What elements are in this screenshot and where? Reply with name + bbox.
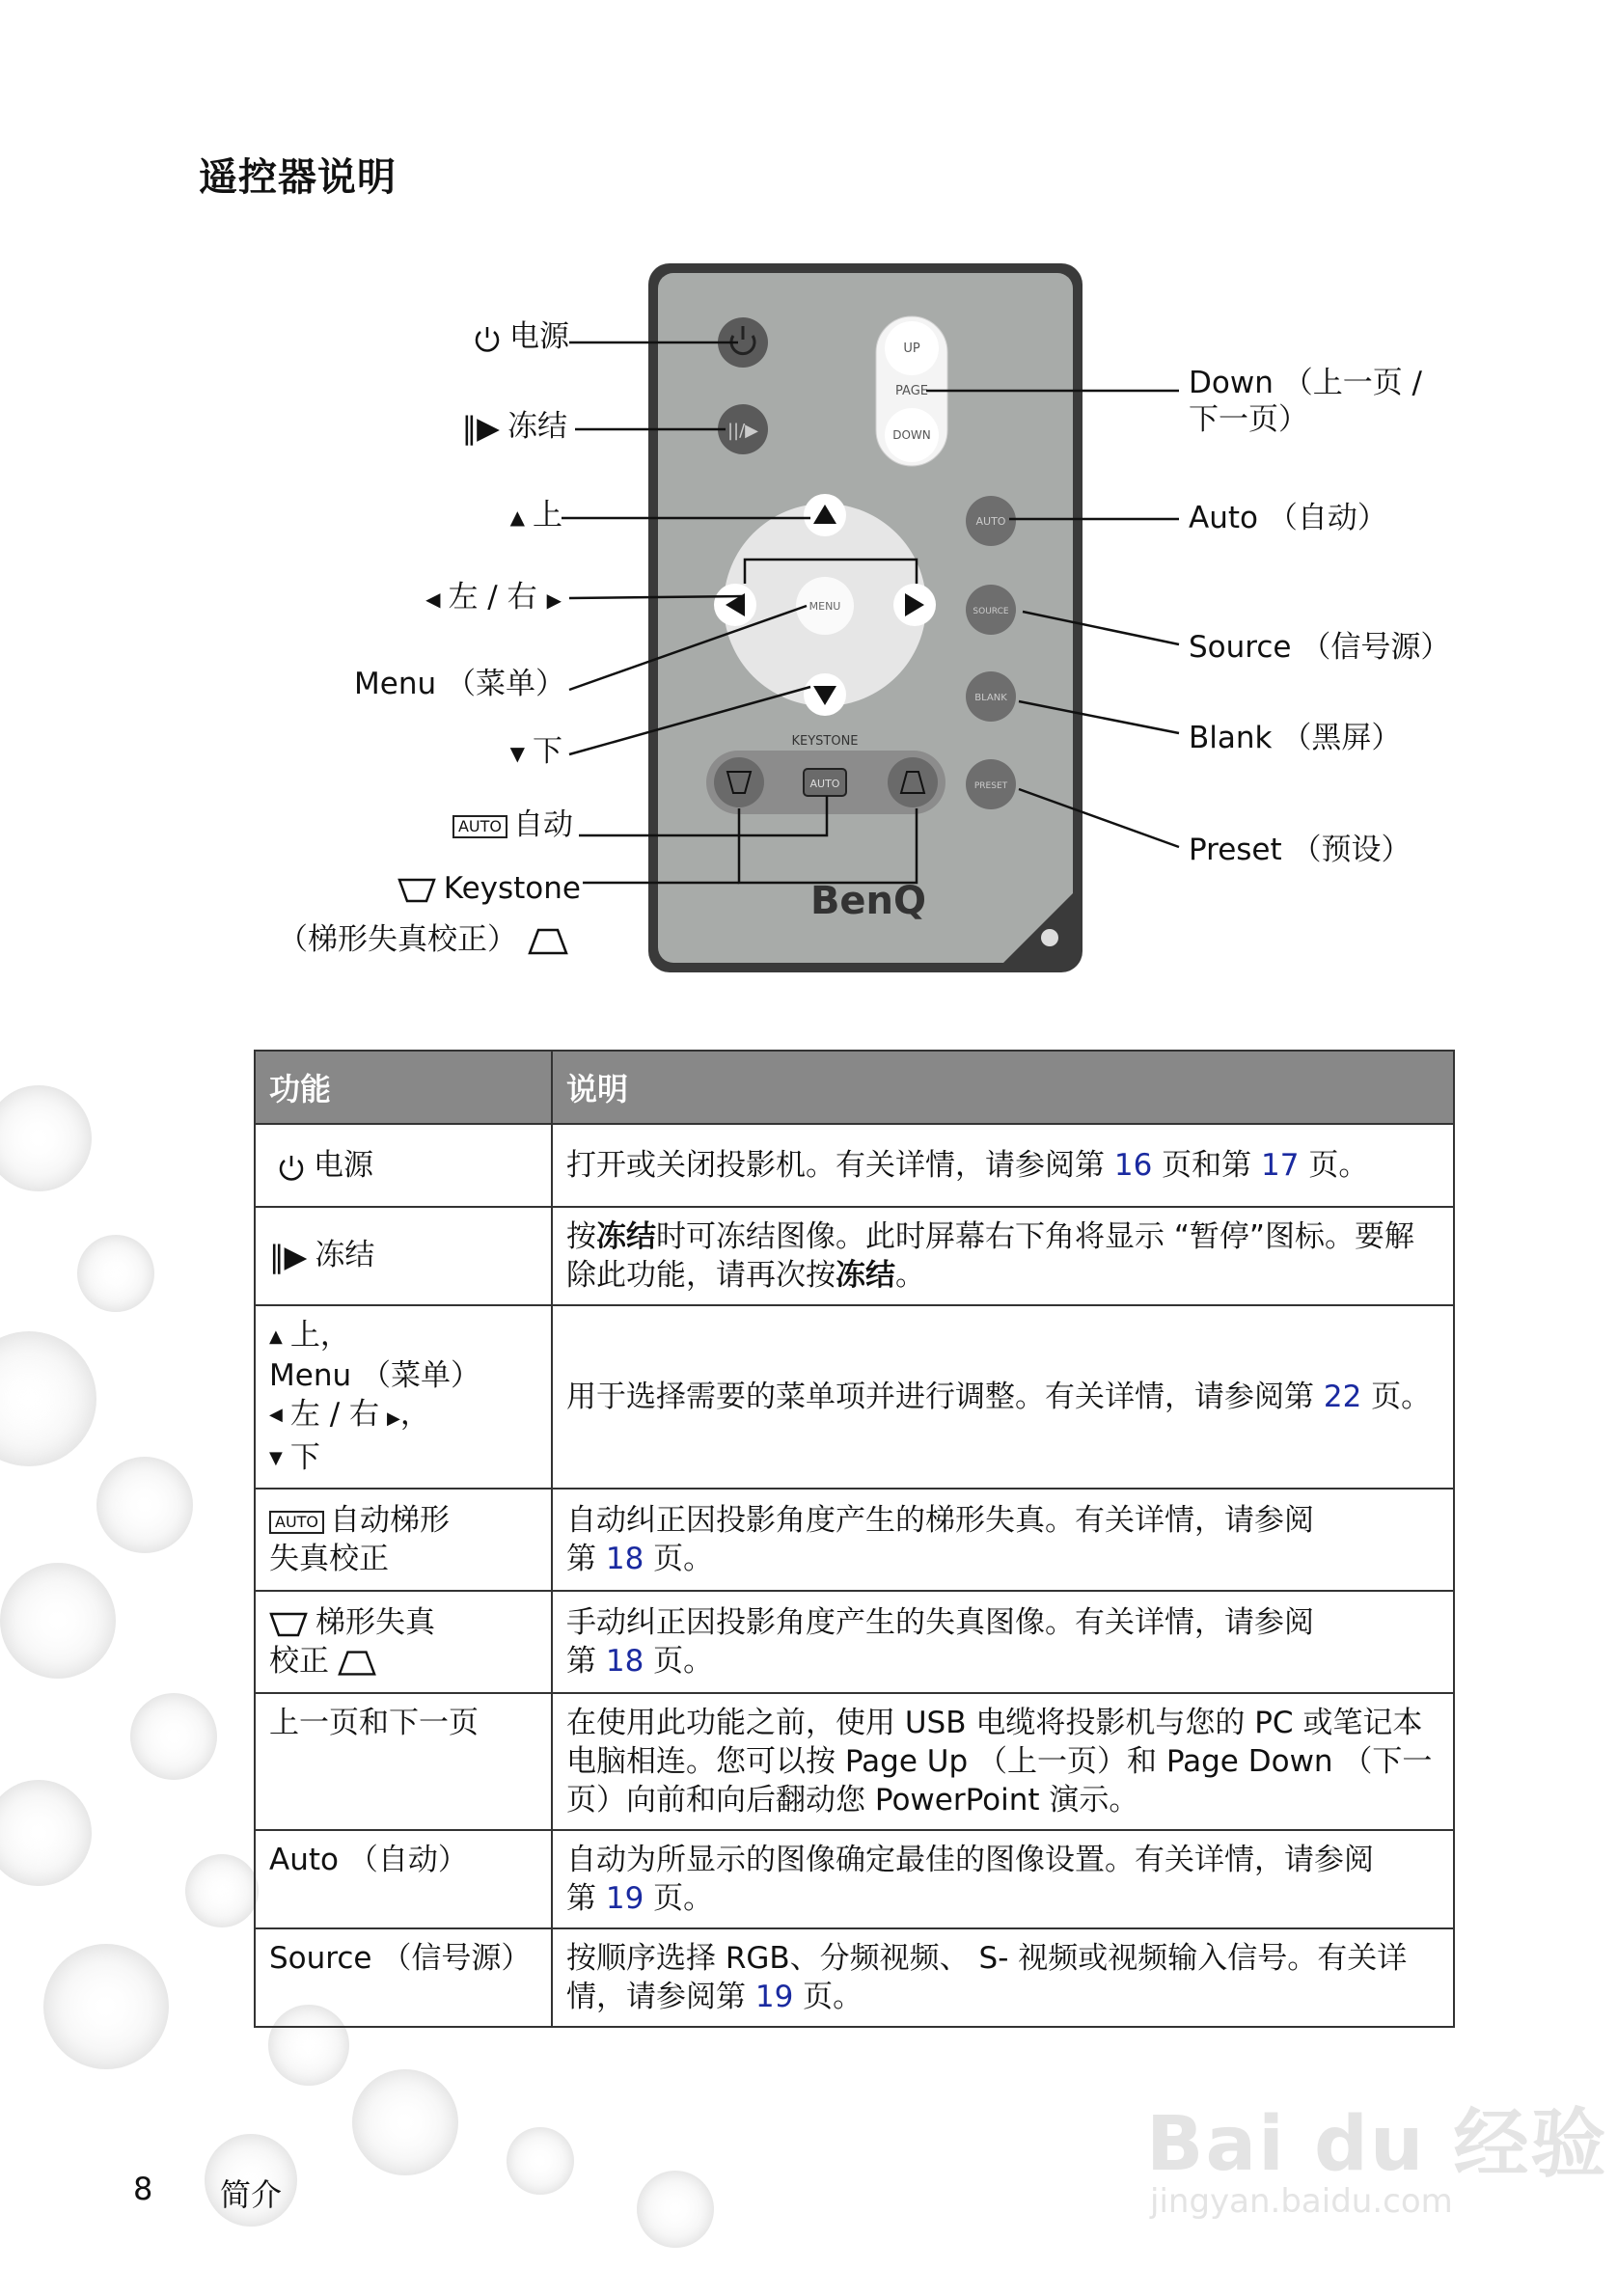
page-link-19[interactable]: 19	[605, 1881, 644, 1916]
row-freeze-label: 冻结	[315, 1238, 375, 1273]
row-auto-function: Auto （自动）	[255, 1830, 552, 1928]
header-function: 功能	[255, 1051, 552, 1124]
callout-menu: Menu （菜单）	[354, 667, 565, 701]
bold-text: 冻结	[836, 1258, 895, 1293]
callout-keystone-2-label: （梯形失真校正）	[278, 922, 517, 957]
page-link-18[interactable]: 18	[605, 1644, 644, 1679]
text: 手动纠正因投影角度产生的失真图像。有关详情，请参阅	[566, 1605, 1314, 1640]
row-power-function	[255, 1124, 552, 1207]
callout-auto-keystone	[452, 806, 573, 843]
header-description: 说明	[552, 1051, 1454, 1124]
page-up-text: UP	[903, 342, 920, 356]
text: 页。	[644, 1881, 714, 1916]
text: 第	[566, 1644, 606, 1679]
text: 用于选择需要的菜单项并进行调整。有关详情，请参阅第	[566, 1380, 1324, 1414]
power-icon	[277, 1153, 306, 1182]
callout-source: Source （信号源）	[1189, 630, 1451, 665]
text: 按顺序选择 RGB、分频视频、 S- 视频或视频输入信号。有关详情，请参阅第	[566, 1941, 1408, 2014]
table-row	[255, 1693, 1454, 1830]
page-down-text: DOWN	[892, 428, 931, 442]
auto-box-icon: AUTO	[452, 815, 507, 838]
row-source-function: Source （信号源）	[255, 1928, 552, 2027]
table-row	[255, 1305, 1454, 1489]
text: 页和第	[1152, 1148, 1262, 1183]
keystone-down-icon	[397, 877, 436, 904]
table-row	[255, 1207, 1454, 1305]
row-nav-description	[552, 1305, 1454, 1489]
power-icon	[473, 324, 502, 353]
keystone-down-icon	[269, 1611, 308, 1638]
watermark-url: jingyan.baidu.com	[1150, 2182, 1453, 2221]
down-triangle-icon: ▼	[269, 1448, 283, 1468]
right-triangle-icon: ▶	[546, 588, 562, 612]
section-name: 简介	[220, 2176, 283, 2213]
text: 下	[289, 1439, 320, 1475]
table-row	[255, 1124, 1454, 1207]
row-power-label: 电源	[314, 1148, 373, 1183]
callout-keystone-label: Keystone	[443, 871, 581, 906]
keystone-plus-button[interactable]	[888, 757, 938, 807]
row-auto-keystone-description	[552, 1489, 1454, 1591]
callout-freeze-label: 冻结	[507, 409, 567, 444]
freeze-icon: ‖▶	[269, 1239, 308, 1274]
callout-auto-keystone-label: 自动	[513, 807, 573, 842]
callout-power-label: 电源	[509, 319, 569, 354]
text: Menu （菜单）	[269, 1357, 480, 1393]
callout-keystone	[397, 870, 581, 907]
bold-text: 冻结	[596, 1219, 656, 1254]
keystone-up-icon	[337, 1649, 377, 1678]
svg-text:||/▶: ||/▶	[726, 421, 759, 441]
text: 。	[895, 1258, 925, 1293]
blank-button-text: BLANK	[974, 693, 1007, 703]
row-page-function: 上一页和下一页	[255, 1693, 552, 1830]
text: 页。	[1361, 1380, 1432, 1414]
page-link-17[interactable]: 17	[1261, 1148, 1300, 1183]
table-header-row	[255, 1051, 1454, 1124]
callout-up-label: 上	[533, 498, 562, 533]
callout-preset: Preset （预设）	[1189, 833, 1411, 867]
text: 按	[566, 1219, 596, 1254]
text: 自动为所显示的图像确定最佳的图像设置。有关详情，请参阅	[566, 1843, 1374, 1877]
auto-box-icon: AUTO	[269, 1511, 324, 1534]
auto-button-text: AUTO	[975, 515, 1006, 528]
left-triangle-icon: ◀	[425, 587, 441, 611]
source-button-text: SOURCE	[973, 607, 1009, 616]
page-number: 8	[133, 2171, 153, 2207]
remote-diagram	[0, 241, 1617, 994]
callout-page-1: Down （上一页 /	[1189, 366, 1422, 400]
row-keystone-function	[255, 1591, 552, 1693]
callout-left-right	[425, 579, 562, 618]
text: 第	[566, 1542, 606, 1576]
text: 页。	[644, 1542, 714, 1576]
text: 自动梯形	[330, 1503, 451, 1538]
brand-logo: BenQ	[809, 879, 927, 923]
up-triangle-icon: ▲	[269, 1326, 283, 1347]
row-freeze-description	[552, 1207, 1454, 1305]
text: 左 / 右	[289, 1396, 379, 1432]
callout-power	[473, 318, 569, 355]
text: 页。	[793, 1980, 863, 2014]
table-row	[255, 1489, 1454, 1591]
text: 页。	[1299, 1148, 1369, 1183]
table-row	[255, 1591, 1454, 1693]
row-auto-description	[552, 1830, 1454, 1928]
row-power-description	[552, 1124, 1454, 1207]
page-link-22[interactable]: 22	[1323, 1380, 1362, 1414]
function-table	[254, 1050, 1455, 2028]
keystone-text: KEYSTONE	[791, 734, 859, 749]
callout-freeze	[462, 408, 567, 447]
callout-down-label: 下	[533, 734, 562, 769]
callout-blank: Blank （黑屏）	[1189, 721, 1402, 755]
callout-up	[510, 497, 562, 535]
text: 失真校正	[269, 1542, 389, 1576]
page-link-18[interactable]: 18	[605, 1542, 644, 1576]
callout-auto: Auto （自动）	[1189, 501, 1387, 535]
preset-button-text: PRESET	[973, 781, 1008, 791]
left-triangle-icon: ◀	[269, 1405, 283, 1425]
keystone-minus-button[interactable]	[714, 757, 764, 807]
row-auto-keystone-function	[255, 1489, 552, 1591]
text: 页。	[644, 1644, 714, 1679]
callout-left-right-label: 左 / 右	[448, 580, 537, 615]
down-triangle-icon: ▼	[509, 741, 525, 765]
freeze-icon: ‖▶	[461, 410, 500, 446]
page-title: 遥控器说明	[199, 155, 397, 200]
text: ，	[399, 1396, 430, 1432]
right-triangle-icon: ▶	[387, 1408, 400, 1429]
table-row	[255, 1830, 1454, 1928]
menu-text: MENU	[808, 600, 841, 613]
callout-keystone-2	[278, 921, 569, 958]
text: 校正	[269, 1644, 329, 1679]
text: 自动纠正因投影角度产生的梯形失真。有关详情，请参阅	[566, 1503, 1314, 1538]
text: 梯形失真	[315, 1605, 435, 1640]
watermark-logo: Bai du 经验	[1146, 2101, 1608, 2188]
text: 打开或关闭投影机。有关详情，请参阅第	[566, 1148, 1114, 1183]
callout-down	[510, 733, 562, 772]
text: 上，	[289, 1318, 350, 1353]
row-freeze-function	[255, 1207, 552, 1305]
row-keystone-description	[552, 1591, 1454, 1693]
page-link-16[interactable]: 16	[1113, 1148, 1153, 1183]
keystone-up-icon	[527, 927, 569, 956]
keystone-auto-text: AUTO	[809, 778, 840, 790]
text: 第	[566, 1881, 606, 1916]
table-row	[255, 1928, 1454, 2027]
remote-illustration	[0, 241, 1617, 994]
up-triangle-icon: ▲	[509, 505, 525, 529]
row-source-description	[552, 1928, 1454, 2027]
row-nav-function	[255, 1305, 552, 1489]
row-page-description: 在使用此功能之前，使用 USB 电缆将投影机与您的 PC 或笔记本电脑相连。您可以按 Page Up （上一页）和 Page Down （下一页）向前和向后翻动您 PowerPoint 演示。	[552, 1693, 1454, 1830]
page-link-19[interactable]: 19	[754, 1980, 794, 2014]
page-text: PAGE	[895, 384, 928, 398]
text: 时可冻结图像。此时屏幕右下角将显示 “暂停”图标。要解除此功能，请再次按	[566, 1219, 1414, 1293]
callout-page-2: 下一页）	[1189, 402, 1308, 437]
